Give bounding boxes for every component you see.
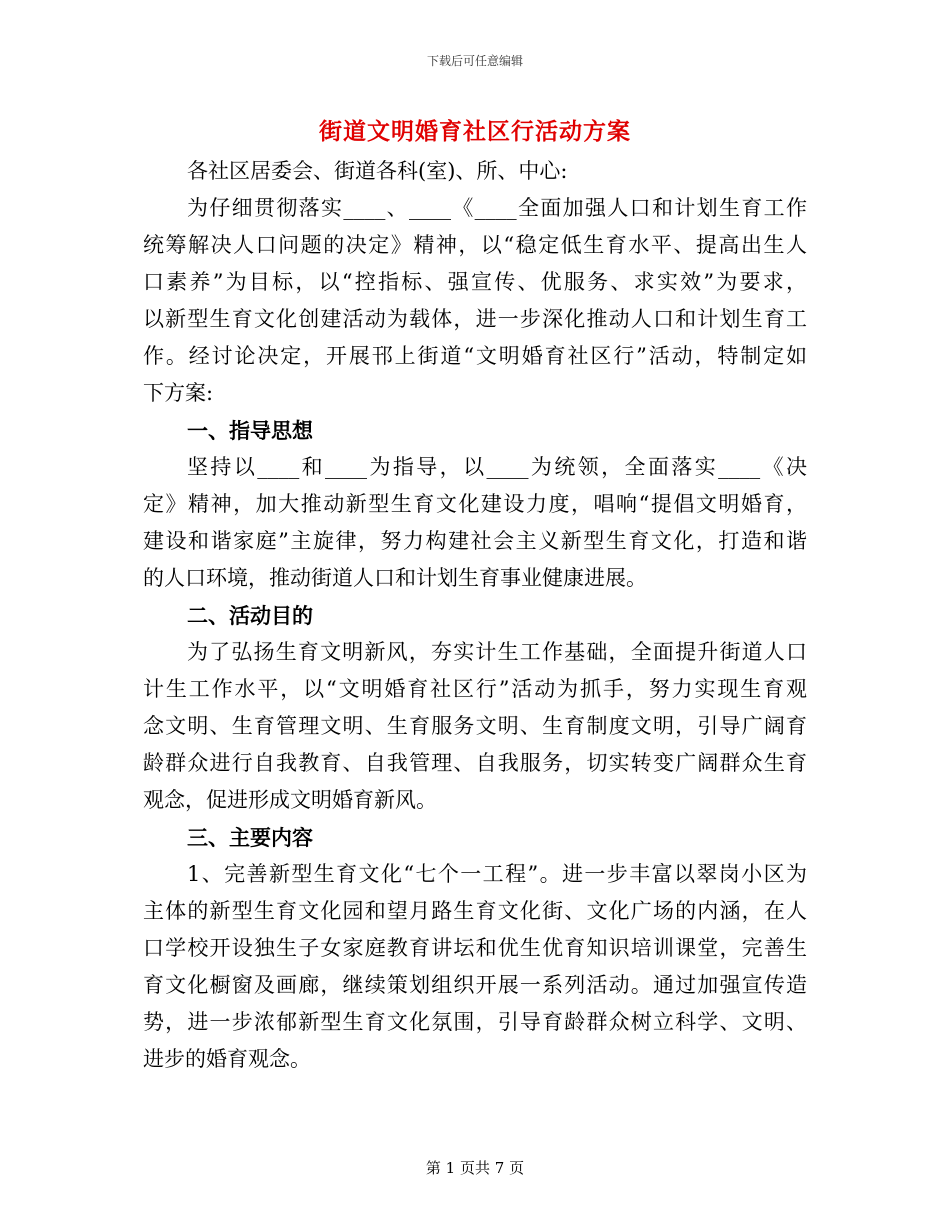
paragraph-line: 计生工作水平，以“文明婚育社区行”活动为抓手，努力实现生育观 xyxy=(143,677,807,701)
paragraph-line: 以新型生育文化创建活动为载体，进一步深化推动人口和计划生育工 xyxy=(143,307,807,331)
paragraph-line: 定》精神，加大推动新型生育文化建设力度，唱响“提倡文明婚育， xyxy=(143,492,807,516)
paragraph-line: 口素养”为目标，以“控指标、强宣传、优服务、求实效”为要求， xyxy=(143,270,807,294)
section-heading: 一、指导思想 xyxy=(187,418,313,443)
paragraph-line: 育文化橱窗及画廊，继续策划组织开展一系列活动。通过加强宣传造 xyxy=(143,973,807,997)
paragraph-line: 下方案: xyxy=(143,381,214,405)
paragraph-line: 为了弘扬生育文明新风，夯实计生工作基础，全面提升街道人口 xyxy=(187,640,807,664)
header-note: 下载后可任意编辑 xyxy=(426,54,523,68)
paragraph-line: 口学校开设独生子女家庭教育讲坛和优生优育知识培训课堂，完善生 xyxy=(143,936,807,960)
section-heading: 三、主要内容 xyxy=(187,825,313,850)
paragraph-line: 势，进一步浓郁新型生育文化氛围，引导育龄群众树立科学、文明、 xyxy=(143,1010,807,1034)
paragraph-line: 坚持以____和____为指导，以____为统领，全面落实____《决 xyxy=(187,455,807,479)
section-heading: 二、活动目的 xyxy=(187,603,313,628)
paragraph-line: 各社区居委会、街道各科(室)、所、中心: xyxy=(187,159,568,183)
paragraph-line: 建设和谐家庭”主旋律，努力构建社会主义新型生育文化，打造和谐 xyxy=(143,529,807,553)
paragraph-line: 龄群众进行自我教育、自我管理、自我服务，切实转变广阔群众生育 xyxy=(143,751,807,775)
paragraph-line: 进步的婚育观念。 xyxy=(143,1047,311,1071)
paragraph-line: 1、完善新型生育文化“七个一工程”。进一步丰富以翠岗小区为 xyxy=(187,862,807,886)
document-title: 街道文明婚育社区行活动方案 xyxy=(319,118,631,145)
paragraph-line: 念文明、生育管理文明、生育服务文明、生育制度文明，引导广阔育 xyxy=(143,714,807,738)
paragraph-line: 主体的新型生育文化园和望月路生育文化街、文化广场的内涵，在人 xyxy=(143,899,807,923)
paragraph-line: 的人口环境，推动街道人口和计划生育事业健康进展。 xyxy=(143,566,647,590)
document-body xyxy=(143,153,807,1078)
paragraph-line: 作。经讨论决定，开展邗上街道“文明婚育社区行”活动，特制定如 xyxy=(143,344,807,368)
page-number: 第 1 页共 7 页 xyxy=(425,1159,525,1177)
paragraph-line: 为仔细贯彻落实____、____《____全面加强人口和计划生育工作 xyxy=(187,196,807,220)
paragraph-line: 观念，促进形成文明婚育新风。 xyxy=(143,788,437,812)
paragraph-line: 统筹解决人口问题的决定》精神，以“稳定低生育水平、提高出生人 xyxy=(143,233,807,257)
